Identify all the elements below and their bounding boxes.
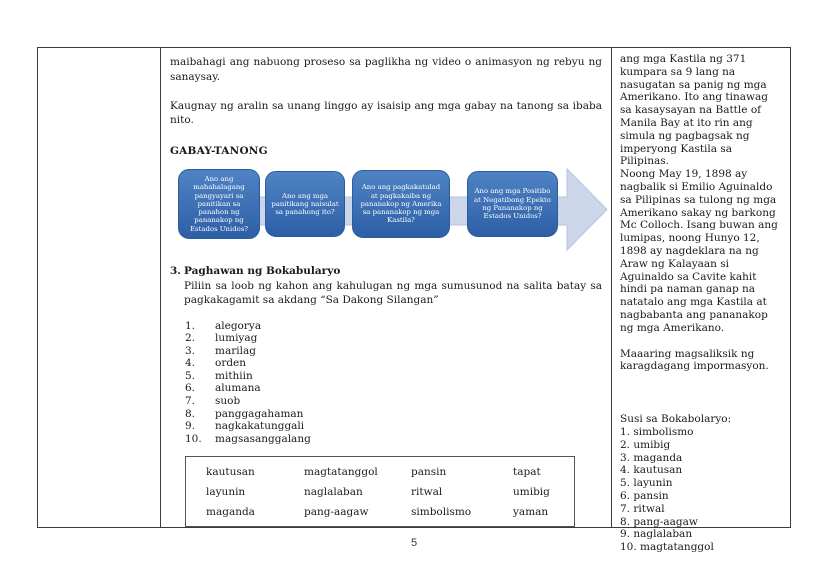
- vocab-item-number: 9.: [185, 420, 196, 433]
- vocab-item-word: alegorya: [215, 319, 262, 332]
- vocab-item: [185, 395, 602, 408]
- vocab-key-item: 10. magtatanggol: [620, 541, 714, 554]
- vocab-item: [185, 357, 602, 370]
- vocab-key-item: 1. simbolismo: [620, 425, 694, 438]
- sidebar-paragraph: Noong May 19, 1898 ay nagbalik si Emilio Aguinaldo sa Pilipinas sa tulong ng mga Amerikano sakay ng barkong Mc Colloch. Isang buwan ang lumipas, noong Hunyo 12, 1898 ay nagdeklara na ng Araw ng Kalayaan si Aguinaldo sa Cavite kahit hindi pa naman ganap na natatalo ang mga Kastila at nagbabanta ang pananakop ng mga Amerikano.: [620, 168, 778, 334]
- vocab-item-number: 4.: [185, 357, 196, 370]
- vocab-item-word: alumana: [215, 382, 261, 395]
- guide-question-box: Ano ang mga Positibo at Negatibong Epekto ng Pananakop ng Estados Unidos?: [467, 171, 558, 237]
- word-bank-word: pang-aagaw: [304, 506, 369, 519]
- word-bank-word: pansin: [411, 466, 447, 479]
- vocab-item-number: 8.: [185, 407, 196, 420]
- word-bank-word: maganda: [206, 506, 255, 519]
- word-bank-box: [185, 456, 575, 527]
- guide-question-box: Ano ang mahahalagang pangyayari sa panitikan sa panahon ng pananakop ng Estados Unidos?: [178, 169, 260, 239]
- page-number: 5: [410, 537, 418, 549]
- word-bank-word: umibig: [513, 486, 550, 499]
- vocab-item-number: 7.: [185, 395, 196, 408]
- vocab-key-item: 5. layunin: [620, 477, 673, 490]
- intro-paragraph: maibahagi ang nabuong proseso sa paglikha ng video o animasyon ng rebyu ng sanaysay.: [170, 56, 602, 83]
- word-bank-word: magtatanggol: [304, 466, 378, 479]
- word-bank-row: [206, 502, 574, 522]
- vocab-item-number: 6.: [185, 382, 196, 395]
- module-table: [37, 47, 791, 554]
- vocab-key-item: 4. kautusan: [620, 464, 683, 477]
- word-bank-row: [206, 462, 574, 482]
- left-margin-cell: [38, 48, 161, 527]
- sidebar-notes-cell: [612, 48, 790, 554]
- vocab-item-number: 3.: [185, 344, 196, 357]
- word-bank-word: yaman: [513, 506, 549, 519]
- sidebar-paragraph: Maaaring magsaliksik ng karagdagang impormasyon.: [620, 347, 769, 373]
- vocab-key-item: 2. umibig: [620, 438, 671, 451]
- vocab-item-number: 10.: [185, 432, 202, 445]
- word-bank-word: kautusan: [206, 466, 255, 479]
- section-instructions: Piliin sa loob ng kahon ang kahulugan ng mga sumusunod na salita batay sa pagkakagamit sa akdang “Sa Dakong Silangan”: [184, 279, 602, 306]
- vocab-item: [185, 420, 602, 433]
- vocab-key-item: 9. naglalaban: [620, 528, 693, 541]
- section-number: 3.: [170, 265, 181, 277]
- vocab-item-number: 1.: [185, 319, 196, 332]
- vocab-item: [185, 433, 602, 446]
- guide-questions-heading: GABAY-TANONG: [170, 144, 268, 157]
- vocab-key-list: [620, 426, 782, 554]
- vocab-item-word: nagkakatunggali: [215, 420, 305, 433]
- vocab-item-number: 5.: [185, 369, 196, 382]
- vocab-list: [185, 320, 602, 446]
- vocab-item: [185, 345, 602, 358]
- guide-questions-diagram: [170, 161, 606, 258]
- word-bank-row: [206, 482, 574, 502]
- vocab-item-word: orden: [215, 357, 247, 370]
- vocab-item: [185, 320, 602, 333]
- main-content-cell: [161, 48, 612, 527]
- section-heading: [170, 264, 602, 279]
- vocab-item-number: 2.: [185, 332, 196, 345]
- section-title: Paghawan ng Bokabularyo: [184, 265, 341, 277]
- vocab-item: [185, 332, 602, 345]
- vocab-item-word: marilag: [215, 344, 256, 357]
- vocab-key-item: 3. maganda: [620, 451, 683, 464]
- guide-question-box: Ano ang pagkakatulad at pagkakaiba ng pananakop ng Amerika sa pananakop ng mga Kastila?: [352, 170, 450, 238]
- word-bank-word: tapat: [513, 466, 541, 479]
- guide-question-box: Ano ang mga panitikang naisulat sa panahong ito?: [265, 171, 345, 237]
- word-bank-word: layunin: [206, 486, 246, 499]
- word-bank-word: naglalaban: [304, 486, 363, 499]
- vocab-key-item: 6. pansin: [620, 489, 669, 502]
- vocab-item-word: panggagahaman: [215, 407, 304, 420]
- vocab-item-word: suob: [215, 395, 241, 408]
- word-bank-word: ritwal: [411, 486, 443, 499]
- vocab-item: [185, 370, 602, 383]
- sidebar-paragraph: ang mga Kastila ng 371 kumpara sa 9 lang na nasugatan sa panig ng mga Amerikano. Ito ang tinawag sa kasaysayan na Battle of Manila Bay at ito rin ang simula ng pagbagsak ng imperyong Kastila sa Pilipinas.: [620, 53, 769, 168]
- guide-intro-paragraph: Kaugnay ng aralin sa unang linggo ay isaisip ang mga gabay na tanong sa ibaba nito.: [170, 99, 602, 126]
- vocab-item: [185, 408, 602, 421]
- vocab-key-item: 8. pang-aagaw: [620, 515, 698, 528]
- vocab-item-word: lumiyag: [215, 332, 258, 345]
- vocab-key-title: Susi sa Bokabolaryo:: [620, 413, 732, 426]
- vocab-item: [185, 382, 602, 395]
- vocab-key-item: 7. ritwal: [620, 502, 665, 515]
- word-bank-word: simbolismo: [411, 506, 472, 519]
- vocab-item-word: magsasanggalang: [215, 432, 311, 445]
- vocab-item-word: mithiin: [215, 369, 253, 382]
